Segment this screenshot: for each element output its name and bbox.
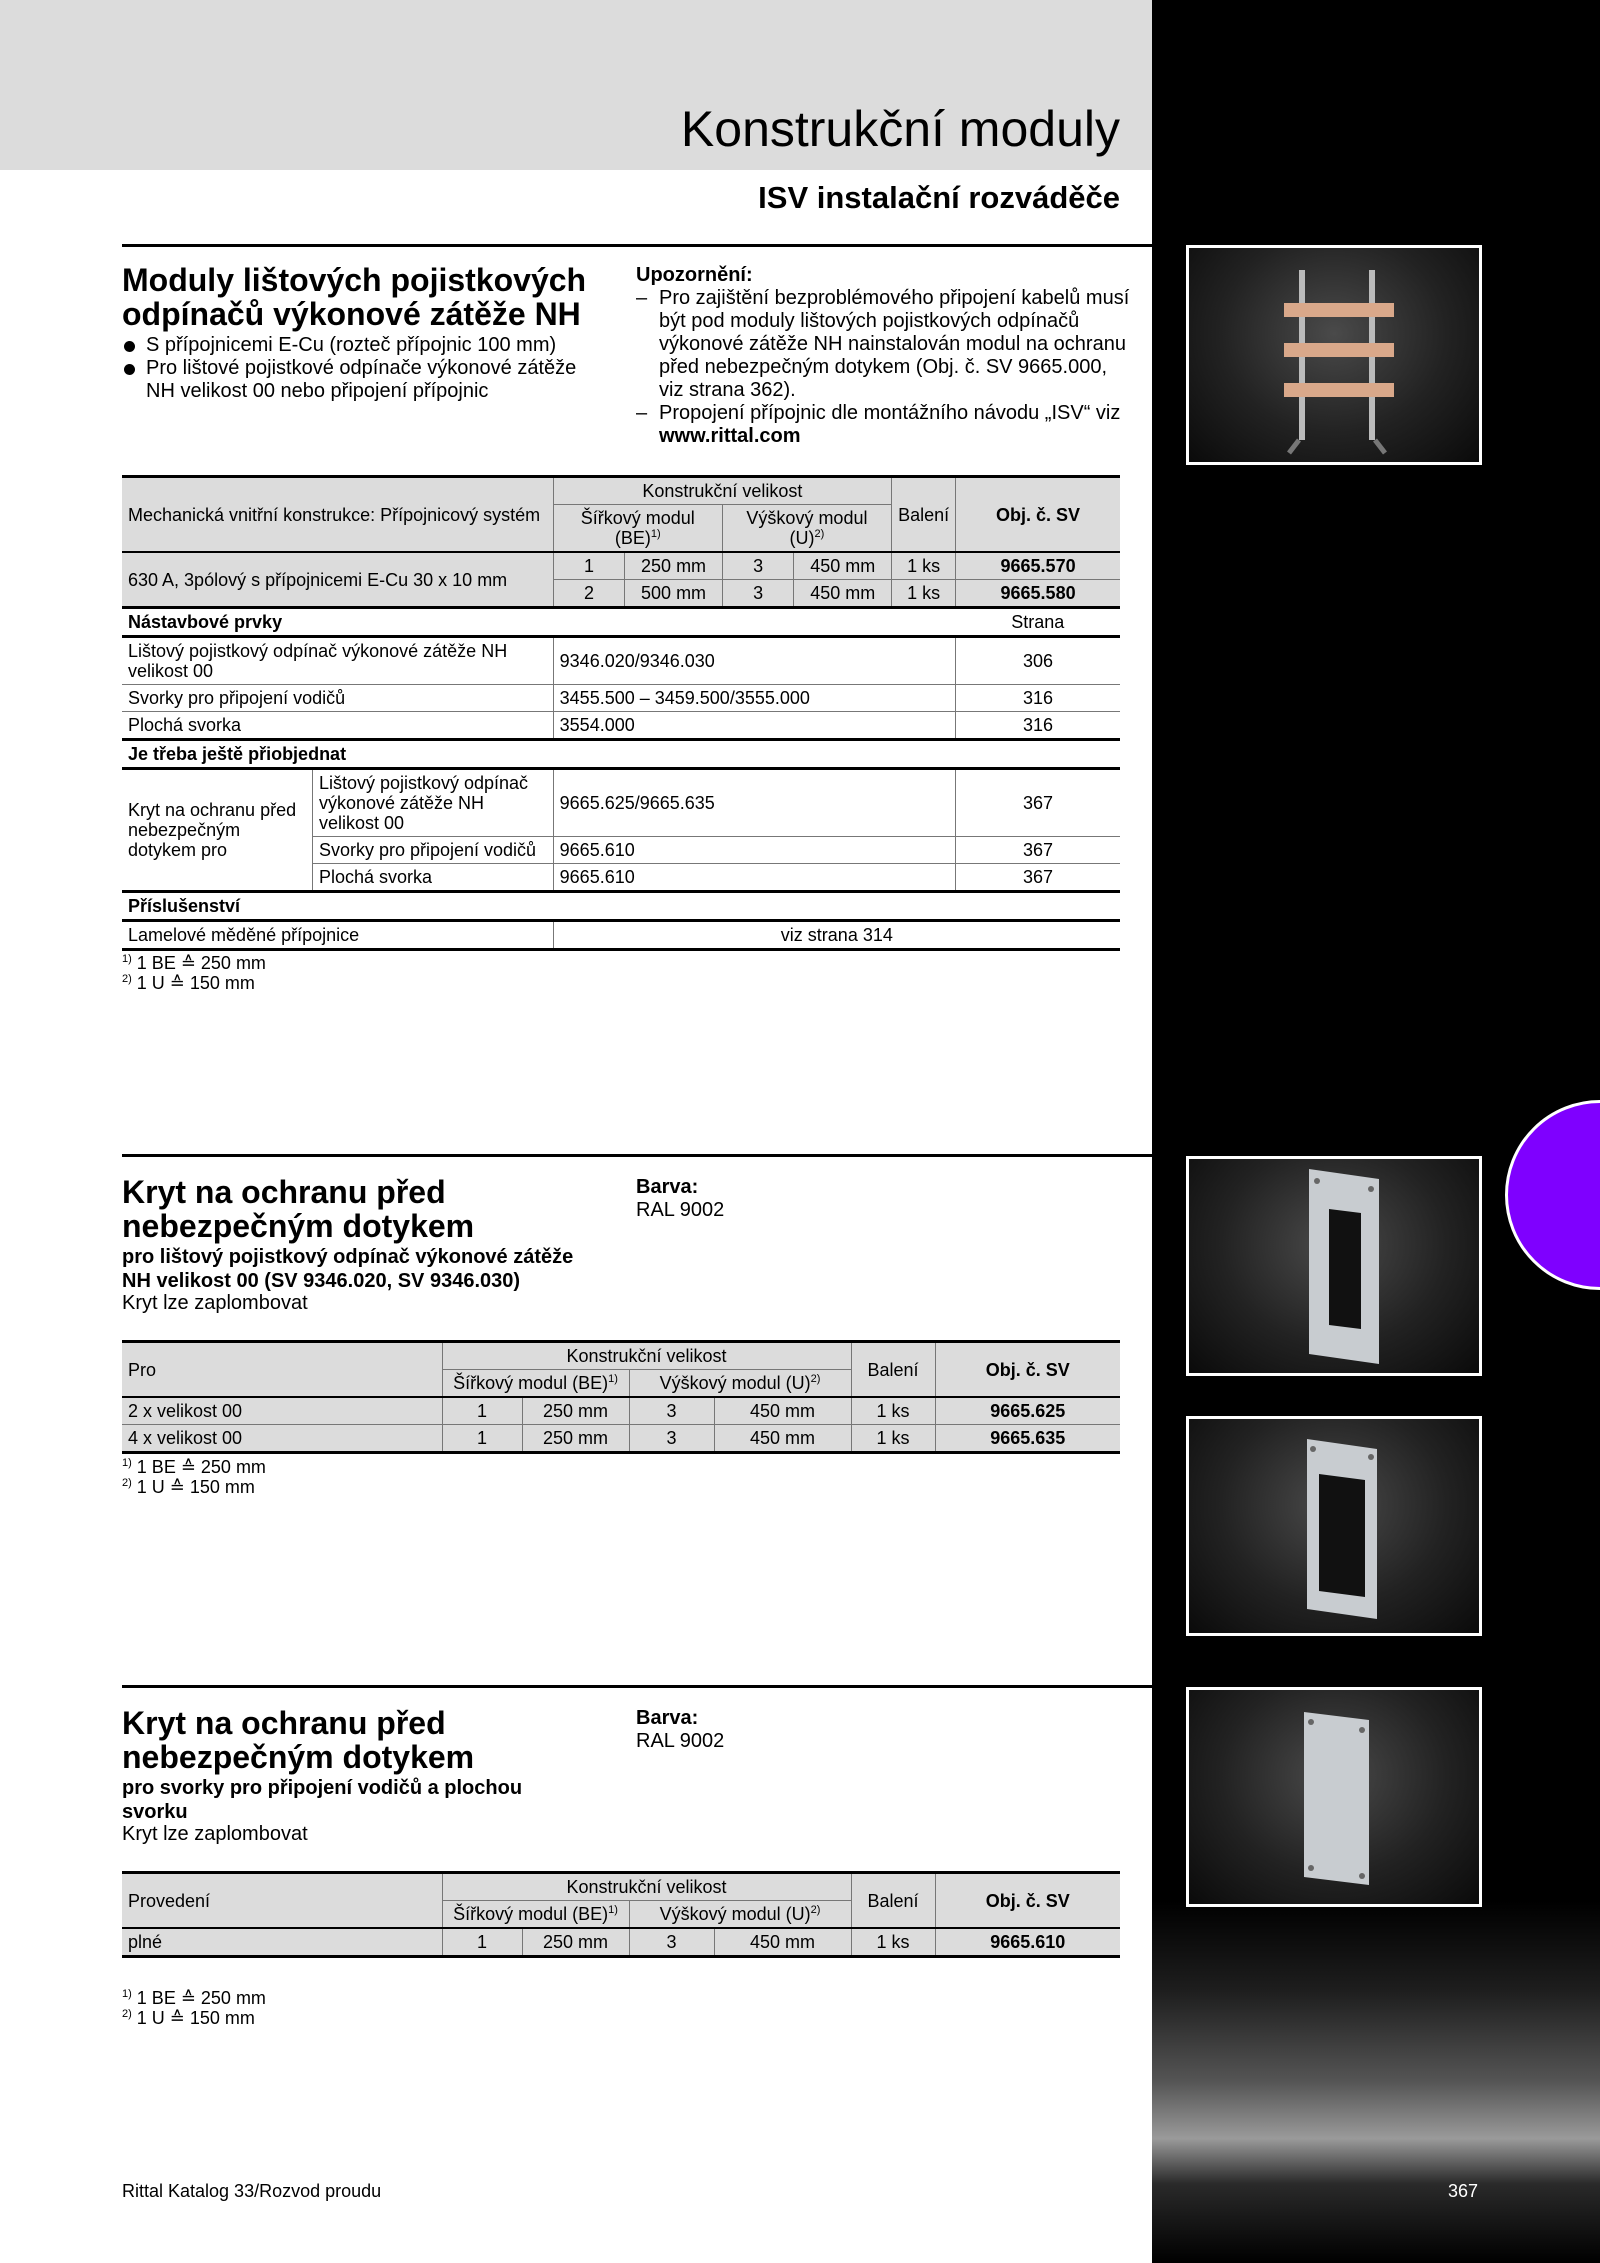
color-label: Barva:	[636, 1176, 699, 1198]
section2-spec-table	[122, 1340, 1120, 1454]
note-item-text: Propojení přípojnic dle montážního návodu „ISV“ viz	[659, 402, 1121, 424]
addon-page: 316	[956, 712, 1120, 740]
order-item-label: Plochá svorka	[312, 864, 553, 892]
feature-item: Pro lištové pojistkové odpínače výkonové zátěže NH velikost 00 nebo připojení přípojnic	[122, 357, 602, 403]
accessories-heading: Příslušenství	[128, 896, 241, 916]
section1-note	[636, 264, 1136, 448]
order-item-number: 9665.610	[553, 864, 955, 892]
order-item-page: 367	[956, 837, 1120, 864]
footnote-1: $^{1)}$ 1 BE ≙ 250 mm	[122, 1988, 266, 2008]
section3-title	[122, 1706, 474, 1774]
table-cell: 1	[442, 1397, 522, 1425]
cover-plate-solid-image	[1189, 1690, 1482, 1907]
footer-catalog: Rittal Katalog 33/Rozvod proudu	[122, 2181, 382, 2201]
table-cell: 500 mm	[625, 580, 723, 608]
addon-label: Svorky pro připojení vodičů	[128, 688, 346, 708]
footnote-marker: 1)	[608, 1373, 618, 1385]
color-value: RAL 9002	[636, 1730, 725, 1752]
cover-plate-photo-1	[1186, 1156, 1482, 1376]
table-col-header: Balení	[851, 1342, 935, 1398]
table-col-header: Balení	[892, 477, 956, 553]
section2-title-line1: Kryt na ochranu před	[122, 1174, 446, 1210]
section1-footnotes	[122, 953, 266, 993]
feature-item: S přípojnicemi E-Cu (rozteč přípojnic 100 mm)	[122, 334, 602, 357]
table-group-header: Konstrukční velikost	[442, 1342, 851, 1370]
color-label: Barva:	[636, 1707, 699, 1729]
section2-color	[636, 1176, 724, 1222]
order-group-label: Kryt na ochranu před nebezpečným dotykem pro	[128, 800, 297, 860]
page-title: Konstrukční moduly	[680, 101, 1120, 157]
section3-footnotes	[122, 1988, 266, 2028]
order-number: 9665.580	[956, 580, 1120, 608]
section2-subtitle	[122, 1245, 573, 1293]
table-col-header: Pro	[122, 1342, 442, 1398]
height-module-label: Výškový modul (U)	[659, 1373, 811, 1393]
table-col-header: Obj. č. SV	[956, 477, 1120, 553]
table-cell: 3	[629, 1425, 714, 1453]
table-cell: 450 mm	[714, 1425, 851, 1453]
table-cell: 1 ks	[892, 580, 956, 608]
table-cell: 450 mm	[714, 1397, 851, 1425]
table-group-header: Konstrukční velikost	[553, 477, 891, 505]
table-col-header	[722, 505, 891, 553]
busbar-module-image	[1189, 248, 1482, 465]
table-col-header	[442, 1901, 629, 1929]
order-item-number: 9665.625/9665.635	[553, 769, 955, 837]
table-cell: 2	[553, 580, 625, 608]
order-item-label: Lištový pojistkový odpínač výkonové zátěže NH velikost 00	[312, 769, 553, 837]
section3-subtitle-line1: pro svorky pro připojení vodičů a plochou	[122, 1777, 523, 1799]
table-cell: 1	[442, 1928, 522, 1957]
table-cell: 1 ks	[892, 552, 956, 580]
order-item-label: Svorky pro připojení vodičů	[312, 837, 553, 864]
cover-plate-photo-2	[1186, 1416, 1482, 1636]
order-heading: Je třeba ještě přiobjednat	[128, 744, 347, 764]
page-subtitle: ISV instalační rozváděče	[758, 180, 1120, 215]
note-heading: Upozornění:	[636, 264, 753, 286]
addon-number: 3455.500 – 3459.500/3555.000	[553, 685, 955, 712]
note-item	[636, 402, 1136, 448]
table-cell: 1 ks	[851, 1928, 935, 1957]
section2-title-line2: nebezpečným dotykem	[122, 1208, 475, 1244]
table-col-header: Provedení	[122, 1873, 442, 1929]
order-item-page: 367	[956, 864, 1120, 892]
table-col-header: Obj. č. SV	[935, 1873, 1120, 1929]
table-col-header	[553, 505, 722, 553]
table-cell: 250 mm	[625, 552, 723, 580]
addon-heading: Nástavbové prvky	[128, 612, 283, 632]
section-divider	[122, 1154, 1152, 1157]
page-number: 367	[1448, 2181, 1479, 2201]
order-number: 9665.610	[935, 1928, 1120, 1957]
table-cell: 450 mm	[714, 1928, 851, 1957]
section3-note: Kryt lze zaplombovat	[122, 1823, 308, 1845]
addon-number: 3554.000	[553, 712, 955, 740]
page-col-header: Strana	[1011, 612, 1065, 632]
table-cell: 3	[722, 552, 794, 580]
height-module-label: Výškový modul (U)	[746, 508, 868, 548]
section-divider	[122, 244, 1152, 247]
footnote-text: 1 U ≙ 150 mm	[136, 973, 255, 993]
section3-title-line2: nebezpečným dotykem	[122, 1739, 475, 1775]
accessory-label: Lamelové měděné přípojnice	[128, 925, 360, 945]
order-item-page: 367	[956, 769, 1120, 837]
table-cell: 450 mm	[794, 580, 892, 608]
footnote-text: 1 BE ≙ 250 mm	[136, 953, 266, 973]
table-col-header	[629, 1370, 851, 1398]
busbar-module-photo	[1186, 245, 1482, 465]
product-label: 630 A, 3pólový s přípojnicemi E-Cu 30 x 10 mm	[122, 552, 553, 608]
section3-color	[636, 1707, 724, 1753]
footnote-marker: 1)	[608, 1904, 618, 1916]
footnote-1: $^{1)}$ 1 BE ≙ 250 mm	[122, 1457, 266, 1477]
addon-label: Lištový pojistkový odpínač výkonové zátěže NH velikost 00	[128, 641, 508, 681]
width-module-label: Šířkový modul (BE)	[453, 1373, 609, 1393]
section3-spec-table	[122, 1871, 1120, 1958]
table-cell: 250 mm	[522, 1397, 629, 1425]
footnote-text: 1 BE ≙ 250 mm	[136, 1457, 266, 1477]
section2-subtitle-line2: NH velikost 00 (SV 9346.020, SV 9346.030)	[122, 1270, 521, 1292]
addon-number: 9346.020/9346.030	[553, 637, 955, 685]
color-value: RAL 9002	[636, 1199, 725, 1221]
table-col-header: Balení	[851, 1873, 935, 1929]
table-col-header	[442, 1370, 629, 1398]
accessory-reference: viz strana 314	[553, 921, 1120, 950]
table-row-label: 2 x velikost 00	[122, 1397, 442, 1425]
order-number: 9665.625	[935, 1397, 1120, 1425]
table-cell: 450 mm	[794, 552, 892, 580]
table-col-header	[629, 1901, 851, 1929]
footnote-2: $^{2)}$ 1 U ≙ 150 mm	[122, 1477, 255, 1497]
footnote-marker: 2)	[814, 528, 825, 540]
section2-footnotes	[122, 1457, 266, 1497]
order-number: 9665.635	[935, 1425, 1120, 1453]
cover-plate-frame-image	[1189, 1159, 1482, 1376]
table-cell: 250 mm	[522, 1928, 629, 1957]
height-module-label: Výškový modul (U)	[659, 1904, 811, 1924]
table-row-label: 4 x velikost 00	[122, 1425, 442, 1453]
table-cell: 250 mm	[522, 1425, 629, 1453]
table-cell: 1	[553, 552, 625, 580]
rittal-link[interactable]: www.rittal.com	[659, 425, 801, 447]
section2-subtitle-line1: pro lištový pojistkový odpínač výkonové zátěže	[122, 1246, 574, 1268]
table-cell: 3	[629, 1928, 714, 1957]
table-col-header: Mechanická vnitřní konstrukce: Přípojnicový systém	[122, 477, 553, 553]
cover-plate-photo-3	[1186, 1687, 1482, 1907]
table-cell: 3	[629, 1397, 714, 1425]
table-col-header: Obj. č. SV	[935, 1342, 1120, 1398]
footnote-text: 1 BE ≙ 250 mm	[136, 1988, 266, 2008]
footnote-marker: 2)	[810, 1373, 821, 1385]
footnote-1: $^{1)}$ 1 BE ≙ 250 mm	[122, 953, 266, 973]
section1-spec-table	[122, 475, 1120, 951]
note-item: – Pro zajištění bezproblémového připojení kabelů musí být pod moduly lištových pojistkových odpínačů výkonové zátěže NH nainstalován modul na ochranu před nebezpečným dotykem (Obj. č. SV 9665.000, viz strana 362).	[636, 287, 1136, 402]
section1-title	[122, 263, 586, 331]
section1-feature-list	[122, 334, 602, 403]
footnote-marker: 2)	[810, 1904, 821, 1916]
section2-title	[122, 1175, 474, 1243]
table-cell: 1 ks	[851, 1425, 935, 1453]
footnote-text: 1 U ≙ 150 mm	[136, 2008, 255, 2028]
section-divider	[122, 1685, 1152, 1688]
section3-title-line1: Kryt na ochranu před	[122, 1705, 446, 1741]
section1-title-line1: Moduly lištových pojistkových	[122, 262, 587, 298]
table-cell: 3	[722, 580, 794, 608]
footnote-text: 1 U ≙ 150 mm	[136, 1477, 255, 1497]
order-item-number: 9665.610	[553, 837, 955, 864]
section3-subtitle-line2: svorku	[122, 1801, 188, 1823]
width-module-label: Šířkový modul (BE)	[453, 1904, 609, 1924]
section1-title-line2: odpínačů výkonové zátěže NH	[122, 296, 581, 332]
section3-subtitle	[122, 1776, 522, 1824]
addon-page: 306	[956, 637, 1120, 685]
footnote-2: $^{2)}$ 1 U ≙ 150 mm	[122, 2008, 255, 2028]
footnote-2: $^{2)}$ 1 U ≙ 150 mm	[122, 973, 255, 993]
footnote-marker: 1)	[650, 528, 661, 540]
table-cell: 1	[442, 1425, 522, 1453]
order-number: 9665.570	[956, 552, 1120, 580]
cover-plate-open-image	[1189, 1419, 1482, 1636]
width-module-label: Šířkový modul (BE)	[580, 508, 695, 548]
table-group-header: Konstrukční velikost	[442, 1873, 851, 1901]
addon-label: Plochá svorka	[128, 715, 242, 735]
addon-page: 316	[956, 685, 1120, 712]
section2-note: Kryt lze zaplombovat	[122, 1292, 308, 1314]
table-cell: 1 ks	[851, 1397, 935, 1425]
table-row-label: plné	[122, 1928, 442, 1957]
